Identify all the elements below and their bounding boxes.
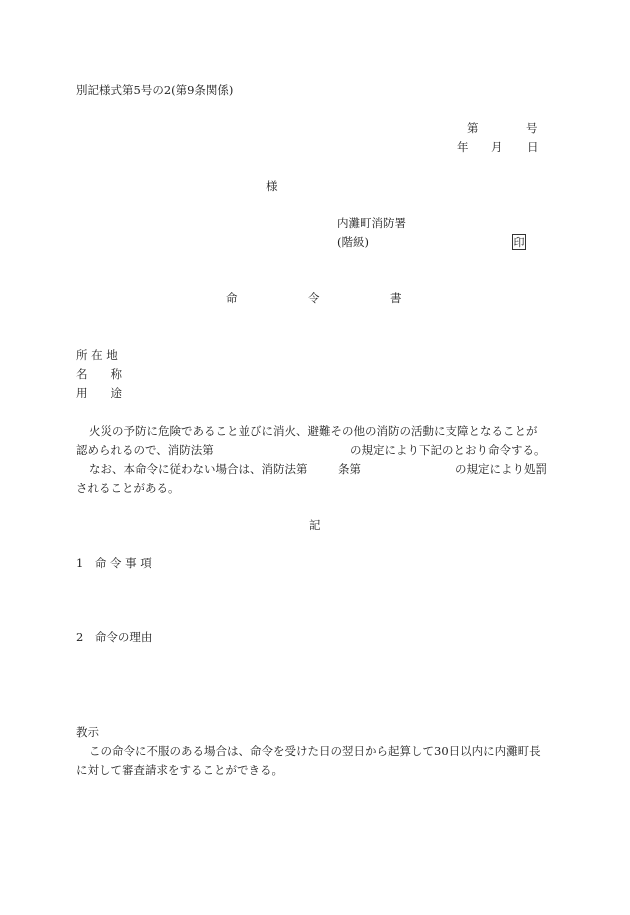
number-prefix: 第: [467, 121, 479, 135]
notice-line-1: この命令に不服のある場合は、命令を受けた日の翌日から起算して30日以内に内灘町長: [89, 744, 541, 758]
body-line-2b: の規定により下記のとおり命令する。: [350, 443, 546, 457]
notice-line-2: に対して審査請求をすることができる。: [76, 763, 283, 777]
section-2-heading: 2 命令の理由: [76, 630, 153, 644]
notice-heading: 教示: [76, 725, 99, 739]
date-year: 年: [457, 140, 469, 154]
body-line-3b: 条第: [338, 462, 361, 476]
body-line-3a: なお、本命令に従わない場合は、消防法第: [89, 462, 308, 476]
form-label: 別記様式第5号の2(第9条関係): [76, 83, 234, 97]
body-line-1: 火災の予防に危険であること並びに消火、避難その他の消防の活動に支障となることが: [89, 424, 538, 438]
title-char-3: 書: [390, 291, 402, 305]
ki-heading: 記: [309, 518, 321, 532]
title-char-1: 命: [226, 291, 238, 305]
issuer-rank: (階級): [337, 235, 369, 249]
field-name: 名 称: [76, 367, 122, 381]
date-day: 日: [527, 140, 539, 154]
number-suffix: 号: [526, 121, 538, 135]
seal-mark: 印: [513, 235, 525, 249]
body-line-3c: の規定により処罰: [455, 462, 547, 476]
date-month: 月: [491, 140, 503, 154]
field-location: 所 在 地: [76, 348, 118, 362]
addressee-suffix: 様: [266, 179, 278, 193]
issuer-org: 内灘町消防署: [337, 216, 406, 230]
field-usage: 用 途: [76, 386, 122, 400]
body-line-2a: 認められるので、消防法第: [76, 443, 214, 457]
body-line-4: されることがある。: [76, 481, 180, 495]
title-char-2: 令: [308, 291, 320, 305]
section-1-heading: 1 命 令 事 項: [76, 556, 152, 570]
